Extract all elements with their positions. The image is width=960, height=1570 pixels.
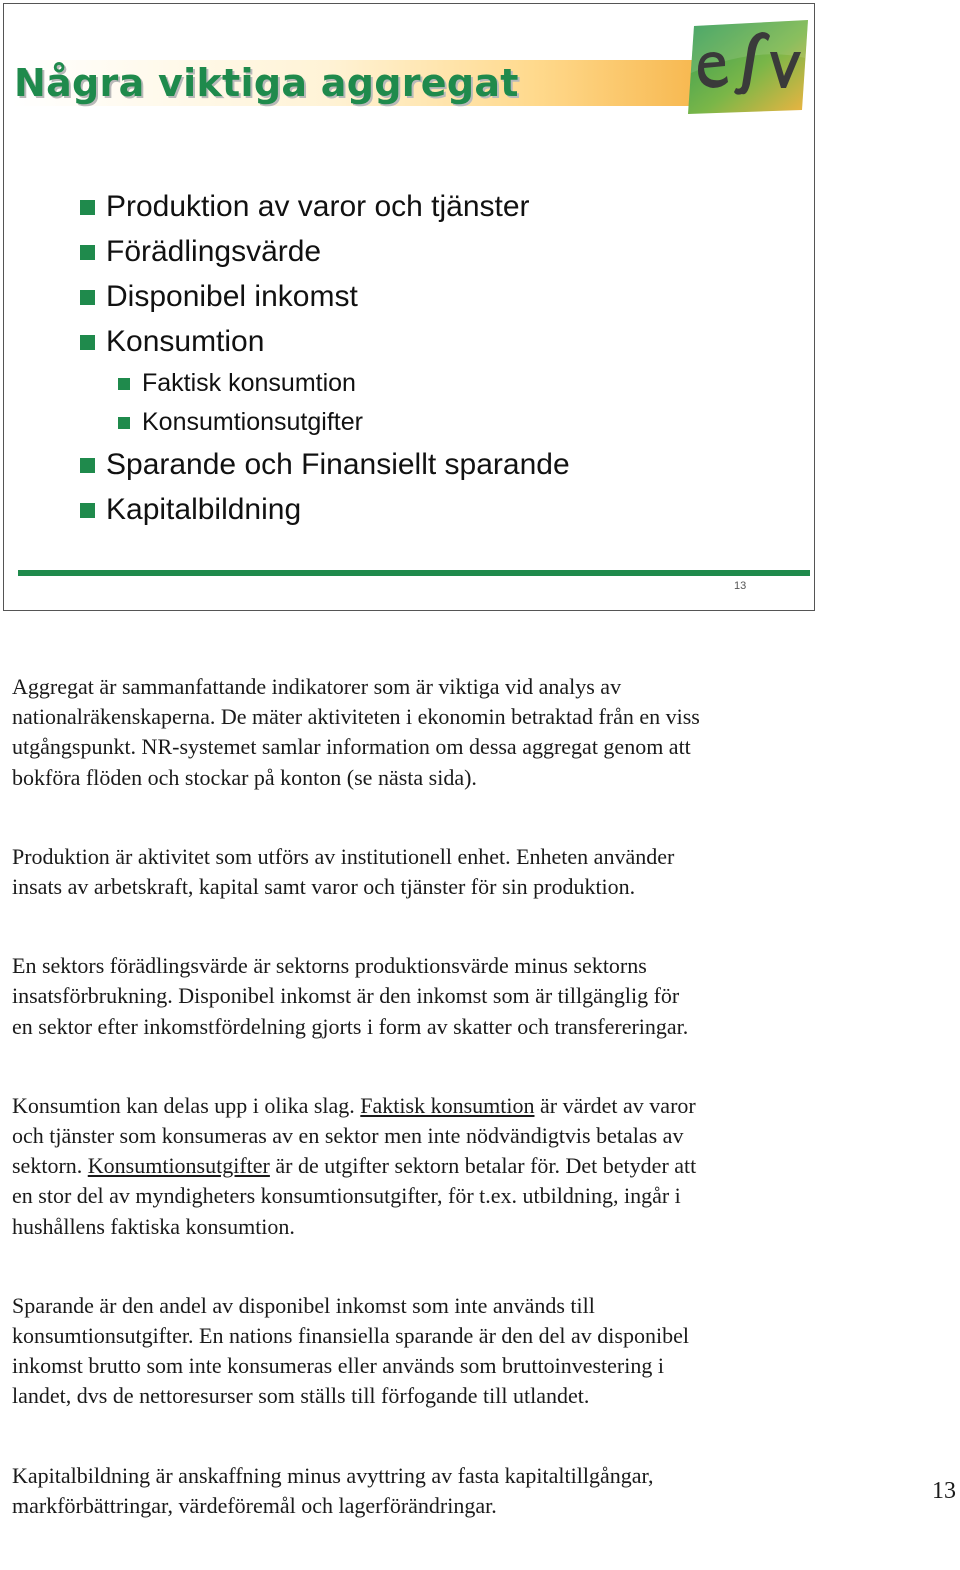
notes-text: är de utgifter sektorn betalar för. Det betyder att en stor del av myndigheters konsumtionsutgifter, för t.ex. utbildning, ingår i hushållens faktiska konsumtion. — [12, 1153, 697, 1239]
bullet-item — [76, 274, 570, 319]
bullet-square-icon — [80, 245, 95, 260]
esv-logo-graphic — [684, 18, 814, 114]
speaker-notes — [12, 672, 912, 1570]
bullet-square-icon — [80, 335, 95, 350]
slide-number: 13 — [734, 580, 747, 592]
bullet-text: Konsumtion — [106, 325, 265, 358]
bullet-text: Förädlingsvärde — [106, 235, 322, 268]
slide — [3, 3, 815, 611]
bullet-text: Konsumtionsutgifter — [142, 408, 363, 436]
esv-logo — [684, 18, 814, 114]
notes-paragraph: Aggregat är sammanfattande indikatorer som är viktiga vid analys av nationalräkenskaperna. De mäter aktiviteten i ekonomin betraktad från en viss utgångspunkt. NR-systemet samlar information om dessa aggregat genom att bokföra flöden och stockar på konton (se nästa sida). — [12, 674, 700, 790]
term-konsumtionsutgifter: Konsumtionsutgifter — [87, 1153, 270, 1179]
sub-bullet-item — [76, 403, 570, 442]
bullet-item — [76, 442, 570, 487]
bullet-square-icon — [80, 290, 95, 305]
bullet-item — [76, 487, 570, 532]
bullet-list — [76, 184, 570, 532]
notes-paragraph — [12, 1091, 912, 1242]
bullet-square-icon — [80, 200, 95, 215]
bullet-text: Produktion av varor och tjänster — [106, 190, 530, 223]
bullet-square-icon — [118, 417, 130, 429]
sub-bullet-item — [76, 364, 570, 403]
bullet-text: Sparande och Finansiellt sparande — [106, 448, 570, 481]
page-number: 13 — [932, 1478, 956, 1504]
bullet-square-icon — [80, 458, 95, 473]
notes-text: är värdet av varor och tjänster som konsumeras av en sektor men inte nödvändigtvis betalas av sektorn. — [12, 1092, 696, 1179]
bullet-item — [76, 319, 570, 364]
bullet-square-icon — [118, 378, 130, 390]
slide-title: Några viktiga aggregat — [14, 61, 519, 105]
bullet-text: Faktisk konsumtion — [142, 369, 356, 397]
bullet-item — [76, 229, 570, 274]
term-faktisk-konsumtion: Faktisk konsumtion — [360, 1092, 535, 1118]
notes-paragraph: En sektors förädlingsvärde är sektorns produktionsvärde minus sektorns insatsförbrukning. Disponibel inkomst är den inkomst som är tillgänglig för en sektor efter inkomstfördelning gjorts i form av skatter och transfereringar. — [12, 953, 689, 1039]
bullet-text: Kapitalbildning — [106, 493, 302, 526]
slide-footer-bar — [18, 570, 810, 576]
bullet-item — [76, 184, 570, 229]
notes-paragraph: Kapitalbildning är anskaffning minus avyttring av fasta kapitaltillgångar, markförbättringar, värdeföremål och lagerförändringar. — [12, 1462, 654, 1518]
notes-paragraph: Sparande är den andel av disponibel inkomst som inte används till konsumtionsutgifter. En nations finansiella sparande är den del av disponibel inkomst brutto som inte konsumeras eller används som bruttoinvestering i landet, dvs de nettoresurser som ställs till förfogande till utlandet. — [12, 1292, 689, 1409]
notes-paragraph: Produktion är aktivitet som utförs av institutionell enhet. Enheten använder insats av arbetskraft, kapital samt varor och tjänster för sin produktion. — [12, 843, 675, 900]
bullet-square-icon — [80, 503, 95, 518]
notes-text: Konsumtion kan delas upp i olika slag. — [12, 1092, 361, 1118]
bullet-text: Disponibel inkomst — [106, 280, 358, 313]
